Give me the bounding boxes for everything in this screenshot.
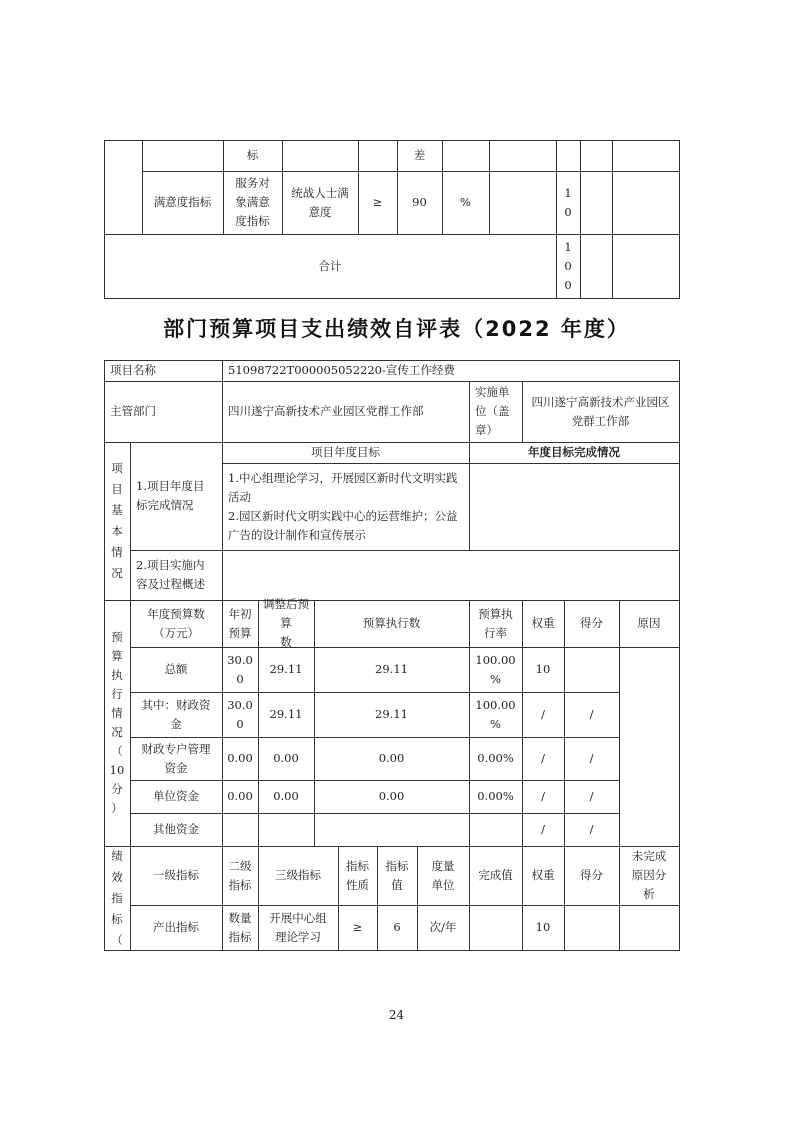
budget-row-score-text: / [589,707,594,721]
budget-row-executed-text: 29.11 [375,662,408,676]
perf-row-level2 [222,905,258,950]
goal-completion-header [469,442,679,463]
budget-row-initial-line: 0.00 [227,751,253,765]
budget-row-rate-line: 0.00% [477,751,514,765]
budget-section-label-line: 算 [111,649,123,663]
perf-header-weight-text: 权重 [531,868,555,882]
budget-row-initial-line: 0 [236,716,244,731]
goal-row-label-line: 标完成情况 [136,498,194,512]
budget-row-label-line: 资金 [164,760,188,775]
budget-header-score-text: 得分 [580,616,603,630]
budget-row-executed [314,737,469,780]
budget-row-rate-line: 100.00 [475,652,516,667]
perf-header-actual [469,846,522,905]
budget-row-adjusted [258,737,314,780]
budget-row-adjusted [258,692,314,737]
budget-row-rate [469,813,522,846]
budget-row-score [564,647,619,692]
budget-row-adjusted [258,647,314,692]
budget-row-initial-line: 30.0 [227,697,253,712]
budget-row-adjusted-text: 29.11 [269,662,303,676]
budget-row-executed [314,692,469,737]
perf-row-value [377,905,417,950]
perf-row-reason [619,905,679,950]
perf-header-score-text: 得分 [580,868,603,882]
goal-completion-header-text: 年度目标完成情况 [528,445,620,459]
basic-info-section-label-line: 况 [111,566,123,580]
table-border [489,140,490,234]
budget-row-label-line: 单位资金 [153,789,199,803]
budget-row-initial [222,737,258,780]
budget-row-initial-line: 0.00 [227,789,253,803]
indicator-weight-line: 1 [564,185,572,200]
goal-row-label [130,442,222,550]
perf-header-weight [522,846,564,905]
basic-info-section-label-line: 本 [111,524,123,538]
indicator-value-text: 90 [412,195,427,209]
perf-row-nature [338,905,377,950]
performance-section-label-line: （ [111,932,123,947]
budget-header-annual-line: （万元） [153,625,199,640]
project-name-label [104,360,222,381]
perf-header-level1-text: 一级指标 [153,868,199,882]
budget-row-label-line: 其他资金 [153,822,199,836]
perf-header-unit-line: 单位 [431,877,455,892]
perf-header-value-line: 指标 [385,858,409,873]
table-border [580,140,581,234]
indicator-unit [442,171,489,234]
budget-row-label [130,737,222,780]
budget-header-adjusted [258,597,314,649]
indicator-nature [358,171,397,234]
budget-header-adjusted-line: 数 [280,635,292,649]
budget-row-weight [522,737,564,780]
basic-info-section-label [104,442,130,600]
perf-header-nature-line: 指标 [346,858,369,873]
budget-header-reason [619,600,679,647]
annual-goal-header [222,442,469,463]
total-label [104,234,556,298]
budget-row-score [564,780,619,813]
perf-row-weight-text: 10 [535,920,551,934]
perf-header-level3-text: 三级指标 [275,868,321,882]
perf-row-unit-text: 次/年 [429,920,457,934]
budget-row-score [564,737,619,780]
indicator-value [397,171,442,234]
budget-row-rate-line: % [490,716,501,731]
perf-row-weight [522,905,564,950]
table-border [104,298,680,299]
budget-row-executed-text: 0.00 [378,789,405,803]
perf-header-value [377,846,417,905]
level3-indicator [282,171,358,234]
annual-goal-text-line: 广告的设计制作和宣传展示 [228,527,366,542]
budget-row-adjusted [258,813,314,846]
budget-row-adjusted-text: 29.11 [269,707,303,721]
table-border [104,140,679,141]
total-weight [556,234,580,298]
perf-row-score [564,905,619,950]
process-overview-value [222,550,679,600]
department-label [104,381,222,442]
perf-row-level2-line: 指标 [228,929,252,944]
indicator-level3-fragment [223,140,282,171]
total-weight-line: 0 [564,277,572,292]
perf-header-reason-line: 原因分 [631,868,667,882]
budget-header-weight [522,600,564,647]
budget-row-initial [222,647,258,692]
indicator-value-fragment [397,140,442,171]
budget-header-initial [222,600,258,647]
budget-header-executed [314,600,469,647]
budget-row-weight [522,780,564,813]
budget-section-label-line: 10 [109,763,125,777]
level2-indicator-line: 度指标 [235,214,270,228]
budget-row-adjusted-text: 0.00 [273,751,299,765]
annual-goal-header-text: 项目年度目标 [311,445,380,459]
page-number: 24 [388,1008,405,1022]
perf-row-actual [469,905,522,950]
level3-indicator-line: 意度 [308,204,332,219]
level1-indicator [142,171,223,234]
page-title: 部门预算项目支出绩效自评表（2022 年度） [163,317,630,341]
budget-row-label [130,813,222,846]
budget-row-adjusted-text: 0.00 [273,789,299,803]
perf-row-level1 [130,905,222,950]
budget-header-adjusted-line: 调整后预算 [263,597,309,630]
perf-header-level2-line: 二级 [228,858,252,873]
budget-section-label-line: 情 [111,706,123,720]
budget-header-rate-line: 行率 [484,625,507,640]
table-border [104,950,680,951]
performance-section-label-line: 指 [111,890,123,905]
budget-row-weight-text: 10 [535,662,551,676]
annual-goal-text-line: 活动 [228,489,251,504]
budget-header-annual [130,600,222,647]
budget-row-executed-text: 29.11 [375,707,408,721]
implementing-unit-label-line: 章） [475,423,498,437]
perf-header-reason-line: 析 [643,887,655,901]
perf-header-actual-text: 完成值 [478,868,513,882]
perf-header-level1 [130,846,222,905]
performance-section-label-line: 绩 [111,848,123,863]
table-border [580,234,581,298]
budget-row-executed [314,813,469,846]
budget-row-score-text: / [589,789,594,803]
budget-row-label-line: 财政专户管理 [141,741,211,756]
budget-section-label [104,600,130,846]
table-border [612,234,613,298]
department-value [222,381,469,442]
perf-header-reason [619,846,679,905]
budget-section-label-line: ） [111,801,123,815]
indicator-weight [556,171,580,234]
budget-row-weight-text: / [541,707,545,721]
budget-row-weight-text: / [541,822,545,836]
annual-goal-text-line: 2.园区新时代文明实践中心的运营维护；公益 [228,508,458,523]
budget-header-executed-text: 预算执行数 [362,616,421,630]
budget-row-label-line: 其中：财政资 [141,697,211,712]
department-label-text: 主管部门 [110,404,156,418]
indicator-unit-text: % [460,195,471,209]
performance-section-label-line: 标 [111,911,123,926]
perf-header-nature-line: 性质 [346,877,369,892]
budget-header-score [564,600,619,647]
perf-row-value-text: 6 [393,920,401,934]
budget-row-rate [469,692,522,737]
budget-header-rate [469,600,522,647]
budget-row-label [130,647,222,692]
budget-row-rate [469,737,522,780]
indicator-weight-line: 0 [564,204,572,219]
budget-section-label-line: 执 [111,668,123,682]
project-name-value [222,360,679,381]
process-overview-label-line: 2.项目实施内 [136,558,205,572]
performance-section-label [104,846,130,950]
implementing-unit-label [469,381,522,442]
annual-goal-text [222,463,469,550]
budget-row-adjusted [258,780,314,813]
table-border [679,360,680,950]
budget-row-initial-line: 30.0 [227,652,253,667]
perf-row-level1-text: 产出指标 [153,920,199,934]
budget-row-label [130,692,222,737]
perf-header-nature [338,846,377,905]
budget-row-weight [522,813,564,846]
table-border [679,234,680,298]
department-value-text: 四川遂宁高新技术产业园区党群工作部 [228,404,424,418]
goal-completion-value [469,463,679,550]
indicator-nature-text: ≥ [372,195,383,209]
implementing-unit-label-line: 位（盖 [475,404,510,418]
basic-info-section-label-line: 基 [111,503,123,517]
table-border [612,140,613,234]
budget-row-weight-text: / [541,789,545,803]
table-border [679,140,680,234]
level1-indicator-text: 满意度指标 [153,195,212,209]
budget-row-executed [314,647,469,692]
process-overview-label [130,550,222,600]
perf-row-unit [417,905,469,950]
budget-row-initial-line: 0 [236,671,244,686]
budget-row-score [564,692,619,737]
basic-info-section-label-line: 情 [111,545,123,559]
perf-row-nature-text: ≥ [352,920,363,934]
budget-row-rate-line: % [490,671,501,686]
perf-header-unit [417,846,469,905]
budget-section-label-line: 分 [111,782,123,796]
budget-row-score [564,813,619,846]
budget-reason-value [619,647,679,846]
indicator-value-fragment-text: 差 [413,148,426,162]
budget-row-label-line: 总额 [164,662,188,676]
budget-row-executed-text: 0.00 [378,751,405,765]
total-label-text: 合计 [318,258,342,273]
budget-row-initial [222,780,258,813]
table-border [104,140,105,234]
budget-row-weight [522,647,564,692]
budget-row-rate [469,647,522,692]
perf-row-level3-line: 开展中心组 [269,910,327,925]
budget-row-rate [469,780,522,813]
perf-header-level2 [222,846,258,905]
perf-row-level2-line: 数量 [228,910,252,925]
level3-indicator-line: 统战人士满 [291,185,349,200]
level2-indicator-line: 服务对 [235,176,270,190]
budget-section-label-line: 预 [111,630,123,644]
implementing-unit-value-line: 党群工作部 [571,413,630,428]
basic-info-section-label-line: 项 [111,461,123,475]
budget-row-rate-line: 0.00% [477,789,514,803]
process-overview-label-line: 容及过程概述 [136,577,205,591]
annual-goal-text-line: 1.中心组理论学习，开展园区新时代文明实践 [228,470,458,485]
budget-row-executed [314,780,469,813]
perf-header-score [564,846,619,905]
perf-header-reason-line: 未完成 [631,849,667,863]
budget-row-rate-line: 100.00 [475,697,516,712]
perf-header-unit-line: 度量 [431,858,455,873]
budget-header-initial-line: 预算 [228,625,252,640]
budget-header-reason-text: 原因 [637,616,661,630]
implementing-unit-label-line: 实施单 [475,385,510,399]
budget-row-weight [522,692,564,737]
budget-section-label-line: （ [111,744,123,758]
implementing-unit-value [522,381,679,442]
budget-row-initial [222,692,258,737]
budget-row-initial [222,813,258,846]
budget-row-weight-text: / [541,751,545,765]
project-name-label-text: 项目名称 [110,363,156,377]
indicator-level3-fragment-text: 标 [246,148,259,162]
budget-header-rate-line: 预算执 [478,606,513,621]
total-weight-line: 1 [564,239,572,254]
perf-row-level3 [258,905,338,950]
budget-row-label-line: 金 [170,716,182,731]
level2-indicator [223,171,282,234]
budget-row-label [130,780,222,813]
goal-row-label-line: 1.项目年度目 [136,479,205,493]
perf-row-level3-line: 理论学习 [275,929,321,944]
performance-section-label-line: 效 [111,869,123,884]
perf-header-level2-line: 指标 [228,877,252,892]
budget-header-initial-line: 年初 [228,606,252,621]
budget-header-annual-line: 年度预算数 [147,606,205,621]
budget-section-label-line: 况 [111,725,123,739]
level2-indicator-line: 象满意 [235,195,270,209]
basic-info-section-label-line: 目 [111,482,123,496]
budget-section-label-line: 行 [111,687,123,701]
budget-row-score-text: / [589,822,594,836]
budget-row-score-text: / [589,751,594,765]
perf-header-level3 [258,846,338,905]
budget-header-weight-text: 权重 [531,616,555,630]
implementing-unit-value-line: 四川遂宁高新技术产业园区 [531,394,670,409]
total-weight-line: 0 [564,258,572,273]
project-name-value-text: 51098722T000005052220-宣传工作经费 [228,363,455,377]
perf-header-value-line: 值 [391,877,403,892]
